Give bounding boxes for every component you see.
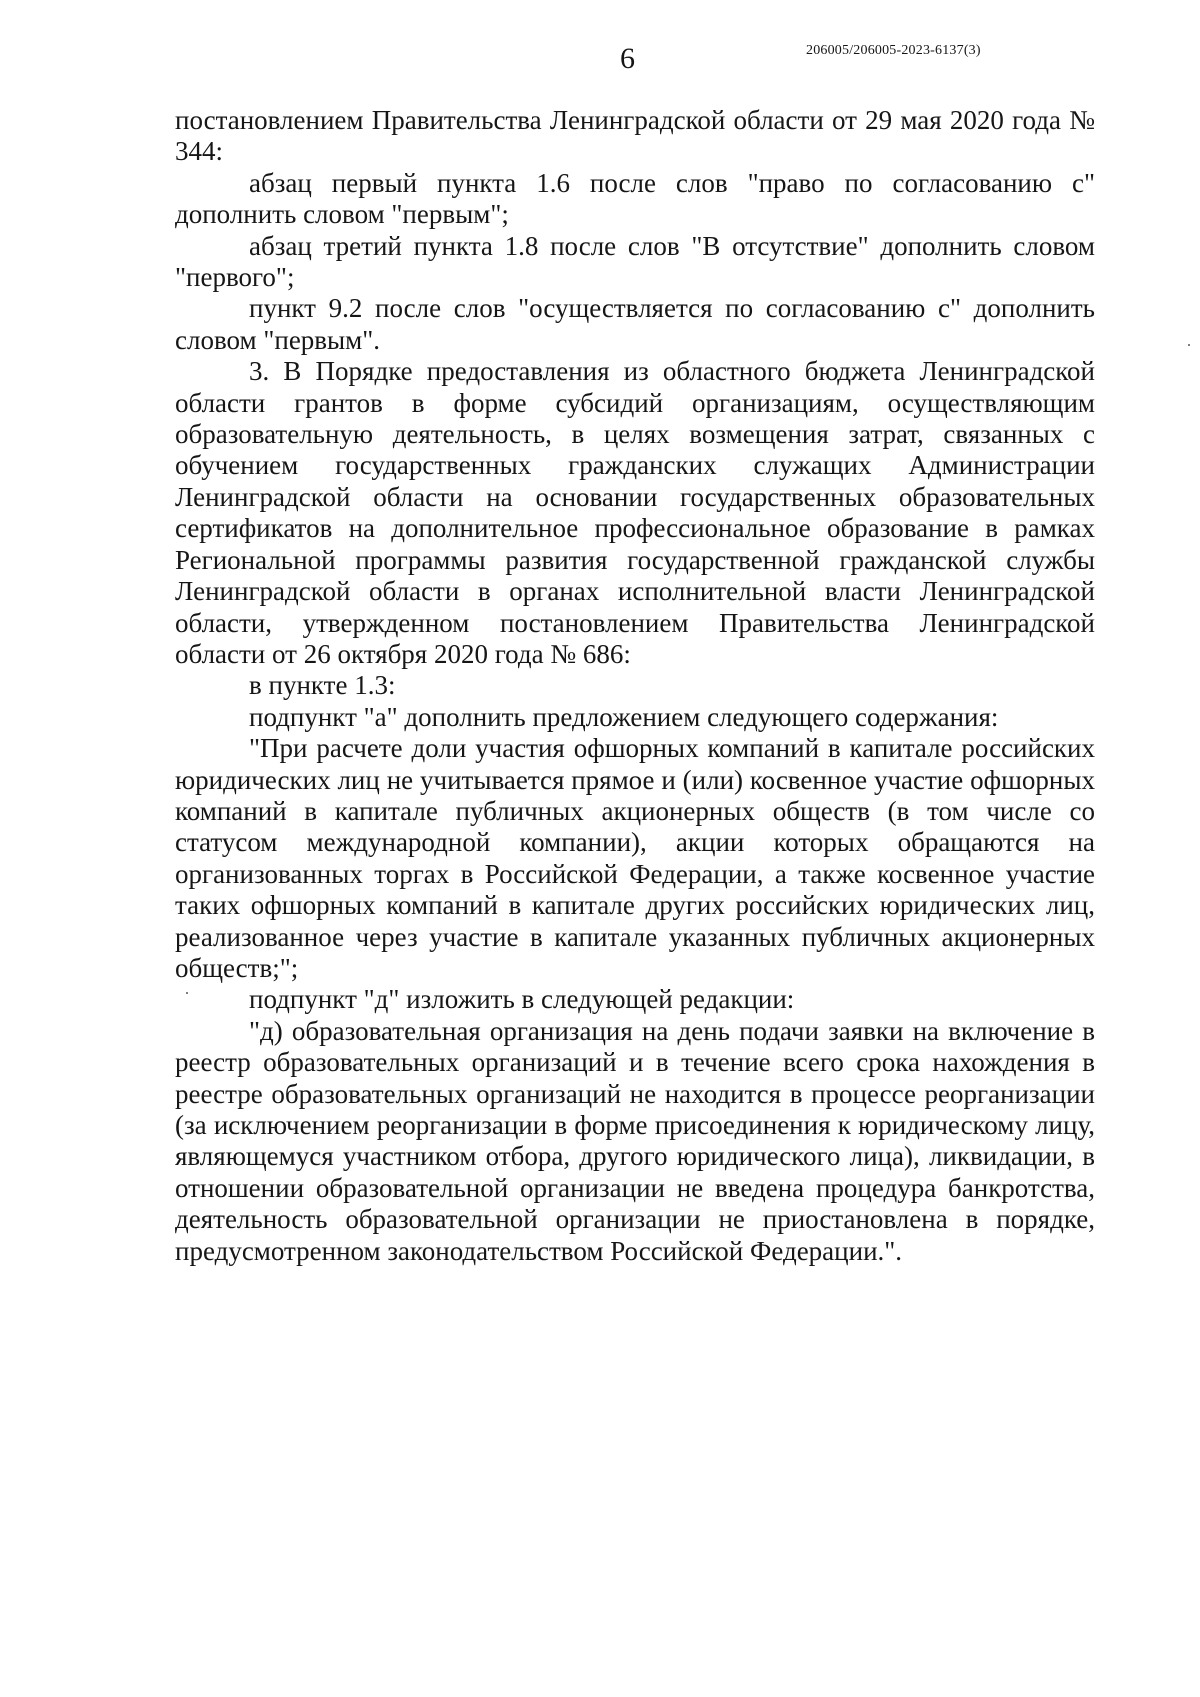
paragraph-decree-reference: постановлением Правительства Ленинградской области от 29 мая 2020 года № 344:	[175, 105, 1095, 167]
paragraph-subclause-d-intro: подпункт "д" изложить в следующей редакции:	[249, 984, 795, 1015]
paragraph-section-3: 3. В Порядке предоставления из областного бюджета Ленинградской области грантов в форме субсидий организациям, осуществляющим образовательную деятельность, в целях возмещения затрат, связанных с обучением государственных гражданских служащих Администрации Ленинградской области на основании государственных образовательных сертификатов на дополнительное профессиональное образование в рамках Региональной программы развития государственной гражданской службы Ленинградской области в органах исполнительной власти Ленинградской области, утвержденном постановлением Правительства Ленинградской области от 26 октября 2020 года № 686:	[175, 356, 1095, 669]
paragraph-amendment-1-6: абзац первый пункта 1.6 после слов "право по согласованию с" дополнить словом "первым";	[175, 167, 1095, 230]
paragraph-subclause-a-intro: подпункт "а" дополнить предложением следующего содержания:	[249, 701, 999, 732]
document-body	[175, 105, 1095, 1267]
scan-speck	[186, 992, 188, 994]
paragraph-amendment-9-2: пункт 9.2 после слов "осуществляется по согласованию с" дополнить словом "первым".	[175, 293, 1095, 355]
document-id: 206005/206005-2023-6137(3)	[806, 43, 981, 58]
paragraph-subclause-d-text: "д) образовательная организация на день подачи заявки на включение в реестр образовательных организаций и в течение всего срока нахождения в реестре образовательных организаций не находится в процессе реорганизации (за исключением реорганизации в форме присоединения к юридическому лицу, являющемуся участником отбора, другого юридического лица), ликвидации, в отношении образовательной организации не введена процедура банкротства, деятельность образовательной организации не приостановлена в порядке, предусмотренном законодательством Российской Федерации.".	[175, 1015, 1095, 1266]
page-number: 6	[620, 42, 635, 75]
paragraph-subclause-a-text: "При расчете доли участия офшорных компаний в капитале российских юридических лиц не учитывается прямое и (или) косвенное участие офшорных компаний в капитале публичных акционерных обществ (в том числе со статусом международной компании), акции которых обращаются на организованных торгах в Российской Федерации, а также косвенное участие таких офшорных компаний в капитале других российских юридических лиц, реализованное через участие в капитале указанных публичных акционерных обществ;";	[175, 733, 1095, 983]
scan-speck	[1188, 344, 1190, 346]
paragraph-clause-1-3: в пункте 1.3:	[249, 670, 396, 701]
paragraph-amendment-1-8: абзац третий пункта 1.8 после слов "В отсутствие" дополнить словом "первого";	[175, 230, 1095, 293]
